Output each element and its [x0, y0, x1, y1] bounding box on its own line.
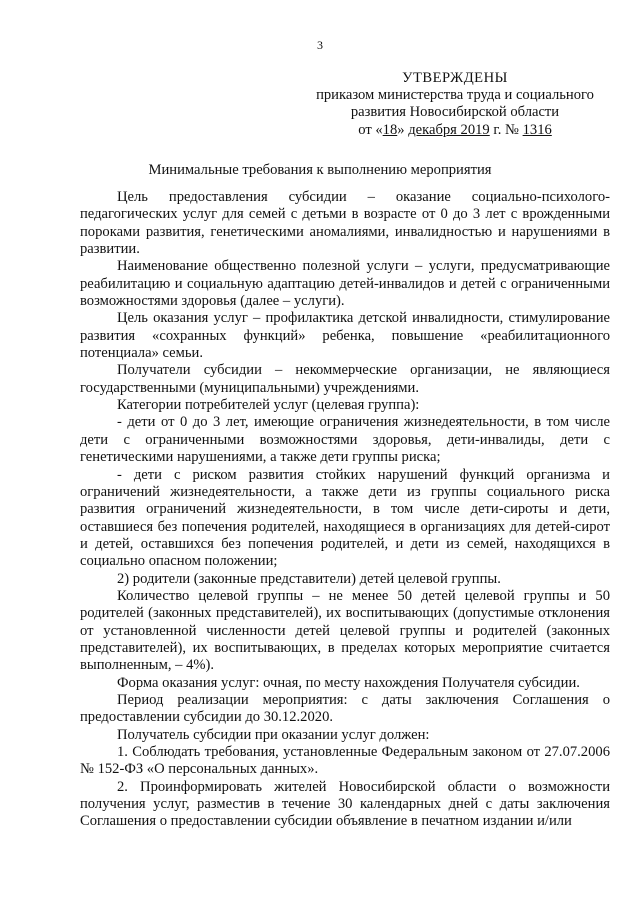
paragraph: Получатели субсидии – некоммерческие организации, не являющиеся государственными (муниципальными) учреждениями. — [80, 362, 610, 396]
page-number: 3 — [317, 38, 323, 52]
order-number: 1316 — [522, 121, 552, 138]
approval-line-2: развития Новосибирской области — [350, 104, 560, 121]
paragraph: 1. Соблюдать требования, установленные Федеральным законом от 27.07.2006 № 152-ФЗ «О персональных данных». — [80, 744, 610, 778]
paragraph: Форма оказания услуг: очная, по месту нахождения Получателя субсидии. — [117, 674, 580, 691]
paragraph: Цель оказания услуг – профилактика детской инвалидности, стимулирование развития «сохранных функций» ребенка, повышение «реабилитационного потенциала» семьи. — [80, 310, 610, 362]
paragraph: - дети от 0 до 3 лет, имеющие ограничения жизнедеятельности, в том числе дети с ограниченными возможностями здоровья, дети-инвалиды, дети с генетическими нарушениями, а также дети группы риска; — [80, 414, 610, 466]
document-body — [80, 189, 610, 831]
date-month-year: декабря 2019 — [408, 121, 490, 138]
document-title: Минимальные требования к выполнению мероприятия — [148, 162, 492, 178]
paragraph: Наименование общественно полезной услуги – услуги, предусматривающие реабилитацию и социальную адаптацию детей-инвалидов и детей с ограниченными возможностями здоровья (далее – услуги). — [80, 258, 610, 310]
paragraph: Количество целевой группы – не менее 50 детей целевой группы и 50 родителей (законных представителей), их воспитывающих (допустимые отклонения от установленной численности детей целевой группы и родителей (законных представителей), их воспитывающих, в пределах которых мероприятие считается выполненным, – 4%). — [80, 587, 610, 674]
paragraph: Категории потребителей услуг (целевая группа): — [117, 397, 420, 414]
paragraph: 2. Проинформировать жителей Новосибирской области о возможности получения услуг, разместив в течение 30 календарных дней с даты заключения Соглашения о предоставлении субсидии объявление в печатном издании и/или — [80, 778, 610, 830]
approval-block — [300, 70, 610, 139]
date-suffix: г. № — [489, 121, 523, 138]
approval-line-1: приказом министерства труда и социального — [316, 87, 594, 104]
date-mid: » — [397, 121, 409, 138]
date-prefix: от « — [358, 121, 383, 138]
approval-date-line — [300, 122, 610, 139]
approval-stamp: УТВЕРЖДЕНЫ — [402, 70, 508, 86]
date-day: 18 — [382, 121, 398, 138]
paragraph: Период реализации мероприятия: с даты заключения Соглашения о предоставлении субсидии до 30.12.2020. — [80, 691, 610, 726]
paragraph: Получатель субсидии при оказании услуг должен: — [117, 726, 430, 743]
paragraph: 2) родители (законные представители) детей целевой группы. — [117, 570, 501, 587]
paragraph: Цель предоставления субсидии – оказание социально-психолого-педагогических услуг для семей с детьми в возрасте от 0 до 3 лет с врожденными пороками развития, генетическими аномалиями, инвалидностью и нарушениями в развитии. — [80, 189, 610, 258]
paragraph: - дети с риском развития стойких нарушений функций организма и ограничений жизнедеятельности, а также дети из группы социального риска развития ограничений жизнедеятельности, в том числе дети-сироты и дети, оставшиеся без попечения родителей, находящиеся в организациях для детей-сирот и детей, оставшихся без попечения родителей, и дети из семей, находящихся в социально опасном положении; — [80, 466, 610, 570]
